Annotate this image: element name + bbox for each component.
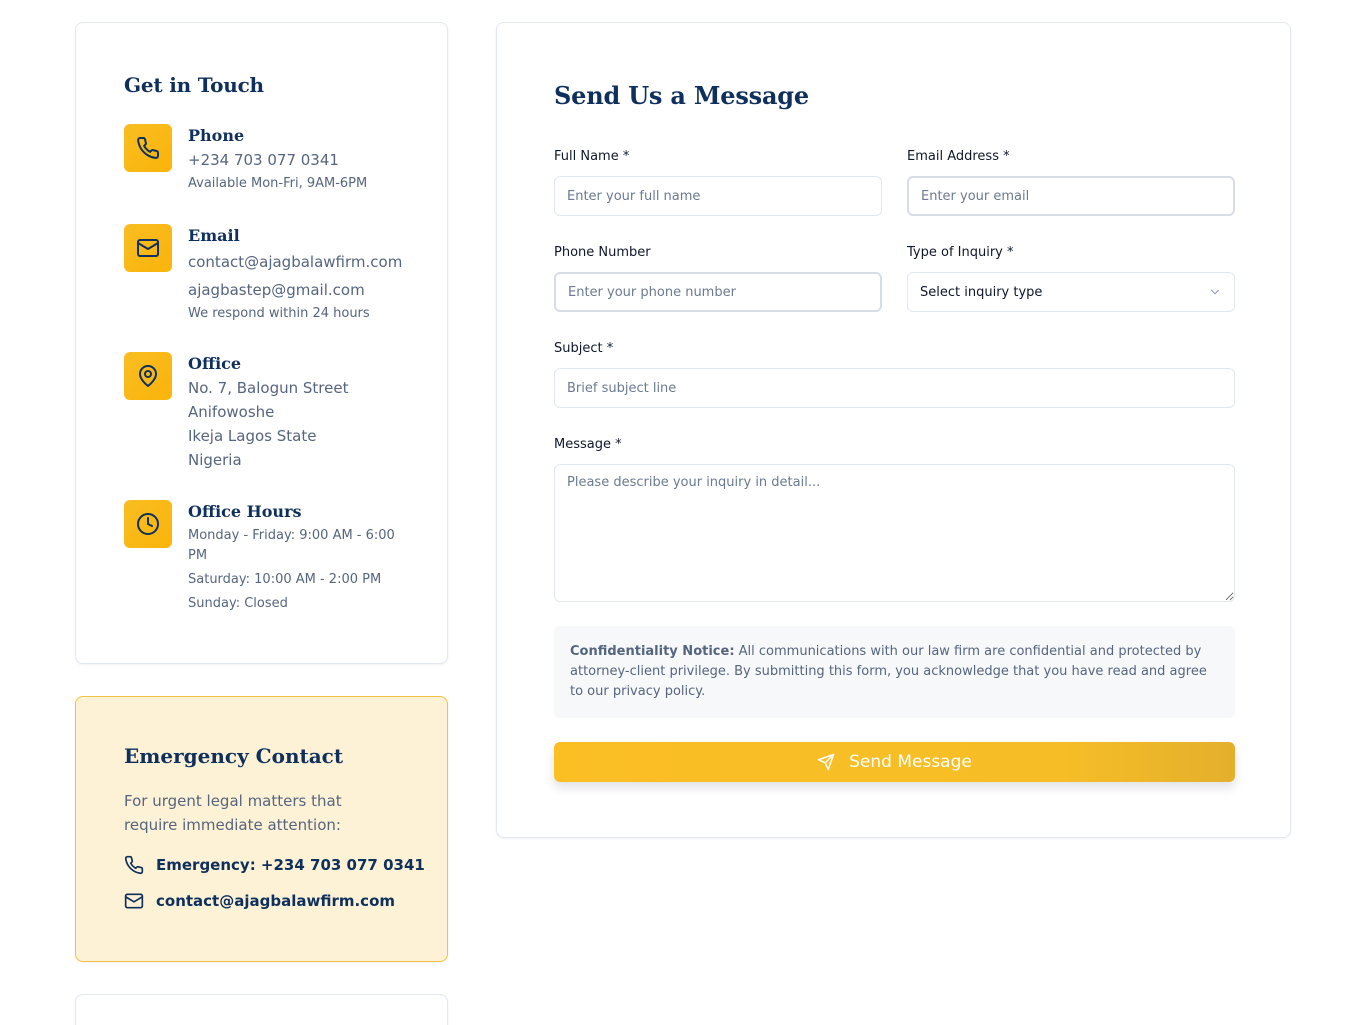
hours-weekday: Monday - Friday: 9:00 AM - 6:00 PM: [188, 528, 395, 563]
send-message-button[interactable]: [554, 742, 1235, 782]
contact-item-title: Email: [188, 226, 240, 245]
chevron-down-icon: [1208, 285, 1222, 299]
subject-field: [554, 340, 1235, 408]
notice-text: All communications with our law firm are confidential and protected by attorney-client privilege. By submitting this form, you acknowledge that you have read and agree to our privacy policy.: [570, 644, 1207, 699]
phone-icon: [136, 136, 160, 160]
address-line: Anifowoshe: [188, 403, 275, 421]
notice-heading: Confidentiality Notice:: [570, 644, 735, 659]
contact-info-card: [75, 22, 448, 664]
contact-item-title: Office: [188, 354, 242, 373]
phone-availability: Available Mon-Fri, 9AM-6PM: [188, 176, 368, 191]
mail-icon: [124, 891, 144, 911]
hours-sunday: Sunday: Closed: [188, 596, 288, 611]
emergency-email-row[interactable]: [124, 891, 395, 911]
form-title: Send Us a Message: [554, 81, 809, 110]
emergency-phone[interactable]: Emergency: +234 703 077 0341: [156, 856, 425, 874]
hours-saturday: Saturday: 10:00 AM - 2:00 PM: [188, 572, 382, 587]
subject-label: Subject *: [554, 341, 614, 356]
message-field: [554, 436, 1235, 606]
emergency-phone-row[interactable]: [124, 855, 425, 875]
email-field: [907, 148, 1235, 216]
contact-info-title: Get in Touch: [124, 73, 264, 97]
full-name-field: [554, 148, 882, 216]
emergency-email[interactable]: contact@ajagbalawfirm.com: [156, 892, 396, 910]
map-pin-icon: [136, 364, 160, 388]
message-label: Message *: [554, 437, 622, 452]
contact-form-card: [496, 22, 1291, 838]
subject-input[interactable]: [554, 368, 1235, 408]
email-response-time: We respond within 24 hours: [188, 306, 370, 321]
address-line: No. 7, Balogun Street: [188, 379, 349, 397]
confidentiality-notice: [554, 626, 1235, 718]
additional-info-card: [75, 994, 448, 1025]
clock-icon: [136, 512, 160, 536]
mail-icon-box: [124, 224, 172, 272]
address-line: Ikeja Lagos State: [188, 427, 317, 445]
email-primary[interactable]: contact@ajagbalawfirm.com: [188, 253, 403, 271]
phone-field: [554, 244, 882, 312]
inquiry-type-label: Type of Inquiry *: [907, 245, 1014, 260]
emergency-description: For urgent legal matters that require immediate attention:: [124, 792, 342, 834]
inquiry-type-field: [907, 244, 1235, 312]
phone-number[interactable]: +234 703 077 0341: [188, 151, 339, 169]
phone-input[interactable]: [554, 272, 882, 312]
send-message-label: Send Message: [849, 752, 972, 772]
email-secondary[interactable]: ajagbastep@gmail.com: [188, 281, 365, 299]
message-textarea[interactable]: [554, 464, 1235, 602]
phone-icon-box: [124, 124, 172, 172]
clock-icon-box: [124, 500, 172, 548]
send-icon: [817, 753, 835, 771]
map-pin-icon-box: [124, 352, 172, 400]
full-name-label: Full Name *: [554, 149, 630, 164]
emergency-contact-card: [75, 696, 448, 962]
contact-item-title: Office Hours: [188, 502, 302, 521]
contact-item-title: Phone: [188, 126, 245, 145]
email-label: Email Address *: [907, 149, 1010, 164]
phone-icon: [124, 855, 144, 875]
email-input[interactable]: [907, 176, 1235, 216]
full-name-input[interactable]: [554, 176, 882, 216]
phone-label: Phone Number: [554, 245, 651, 260]
inquiry-type-select[interactable]: [907, 272, 1235, 312]
emergency-title: Emergency Contact: [124, 744, 344, 768]
inquiry-type-value: Select inquiry type: [920, 284, 1043, 300]
mail-icon: [136, 236, 160, 260]
address-line: Nigeria: [188, 451, 242, 469]
